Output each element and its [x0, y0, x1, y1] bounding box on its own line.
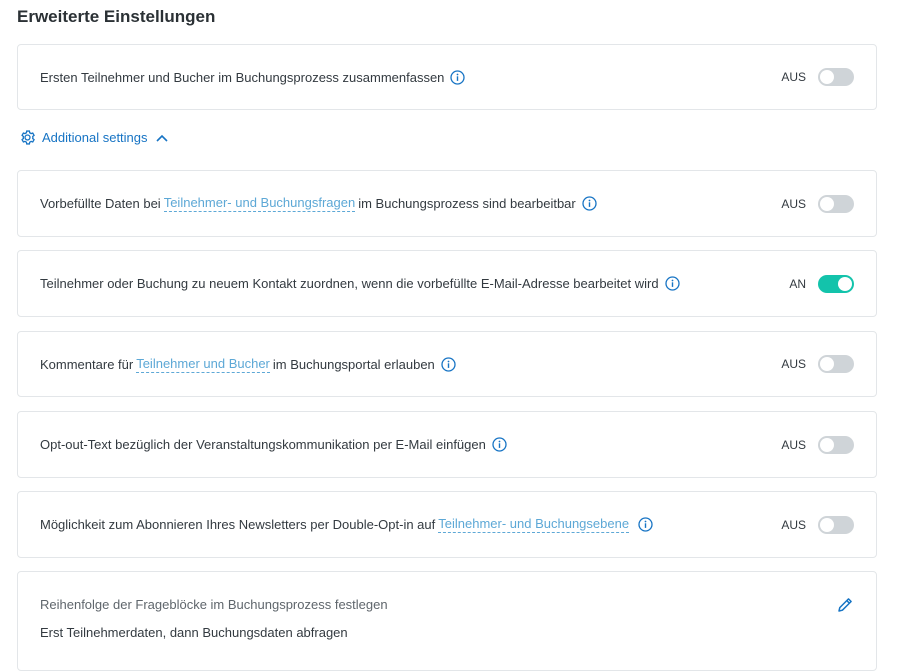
- setting-text: Vorbefüllte Daten bei: [40, 196, 161, 211]
- toggle-state-label: AUS: [781, 517, 806, 532]
- setting-text: im Buchungsportal erlauben: [272, 356, 435, 372]
- setting-text: Opt-out-Text bezüglich der Veranstaltungskommunikation per E-Mail einfügen: [40, 437, 486, 452]
- setting-card-merge-participant: [17, 44, 877, 110]
- setting-label: [40, 276, 680, 291]
- setting-label: [40, 437, 507, 452]
- setting-label: [40, 195, 597, 212]
- question-block-order-card: [17, 571, 877, 671]
- toggle-state-label: AUS: [781, 70, 806, 84]
- additional-settings-label: Additional settings: [42, 130, 148, 145]
- participants-bookers-link[interactable]: Teilnehmer und Bucher: [136, 355, 270, 371]
- toggle-state-label: AUS: [781, 196, 806, 211]
- setting-text: Kommentare für: [40, 356, 134, 372]
- toggle-knob: [838, 277, 852, 291]
- setting-card-newsletter: [17, 491, 877, 558]
- toggle-state-label: AUS: [781, 437, 806, 452]
- setting-text: Möglichkeit zum Abonnieren Ihres Newsletters per Double-Opt-in auf: [40, 517, 436, 532]
- participant-booking-level-link[interactable]: Teilnehmer- und Buchungsebene: [438, 516, 630, 531]
- info-icon[interactable]: [450, 70, 465, 85]
- setting-label: [40, 70, 465, 85]
- page-title: Erweiterte Einstellungen: [17, 7, 216, 26]
- order-value: Erst Teilnehmerdaten, dann Buchungsdaten abfragen: [40, 625, 348, 640]
- setting-card-comments: [17, 331, 877, 397]
- setting-card-prefilled-editable: [17, 170, 877, 237]
- participant-booking-questions-link[interactable]: Teilnehmer- und Buchungsfragen: [163, 195, 356, 210]
- setting-label: [40, 516, 653, 533]
- toggle-switch[interactable]: [818, 516, 854, 534]
- order-title: Reihenfolge der Frageblöcke im Buchungsprozess festlegen: [40, 597, 388, 612]
- additional-settings-toggle[interactable]: [19, 129, 168, 146]
- toggle-switch[interactable]: [818, 436, 854, 454]
- toggle-knob: [820, 438, 834, 452]
- toggle-switch[interactable]: [818, 355, 854, 373]
- info-icon[interactable]: [492, 437, 507, 452]
- toggle-switch[interactable]: [818, 195, 854, 213]
- info-icon[interactable]: [441, 357, 456, 372]
- setting-text: im Buchungsprozess sind bearbeitbar: [358, 196, 576, 211]
- setting-label: [40, 356, 456, 373]
- toggle-knob: [820, 518, 834, 532]
- info-icon[interactable]: [582, 196, 597, 211]
- pencil-icon[interactable]: [836, 596, 854, 614]
- gear-icon: [19, 129, 36, 146]
- setting-card-opt-out: [17, 411, 877, 478]
- info-icon[interactable]: [665, 276, 680, 291]
- toggle-knob: [820, 357, 834, 371]
- chevron-up-icon: [156, 134, 168, 142]
- toggle-knob: [820, 197, 834, 211]
- setting-text: Ersten Teilnehmer und Bucher im Buchungsprozess zusammenfassen: [40, 69, 445, 85]
- setting-text: Teilnehmer oder Buchung zu neuem Kontakt zuordnen, wenn die vorbefüllte E-Mail-Adresse bearbeitet wird: [40, 276, 659, 291]
- toggle-state-label: AUS: [781, 357, 806, 371]
- toggle-switch[interactable]: [818, 275, 854, 293]
- info-icon[interactable]: [638, 517, 653, 532]
- toggle-switch[interactable]: [818, 68, 854, 86]
- setting-card-new-contact: [17, 250, 877, 317]
- toggle-knob: [820, 70, 834, 84]
- toggle-state-label: AN: [789, 276, 806, 291]
